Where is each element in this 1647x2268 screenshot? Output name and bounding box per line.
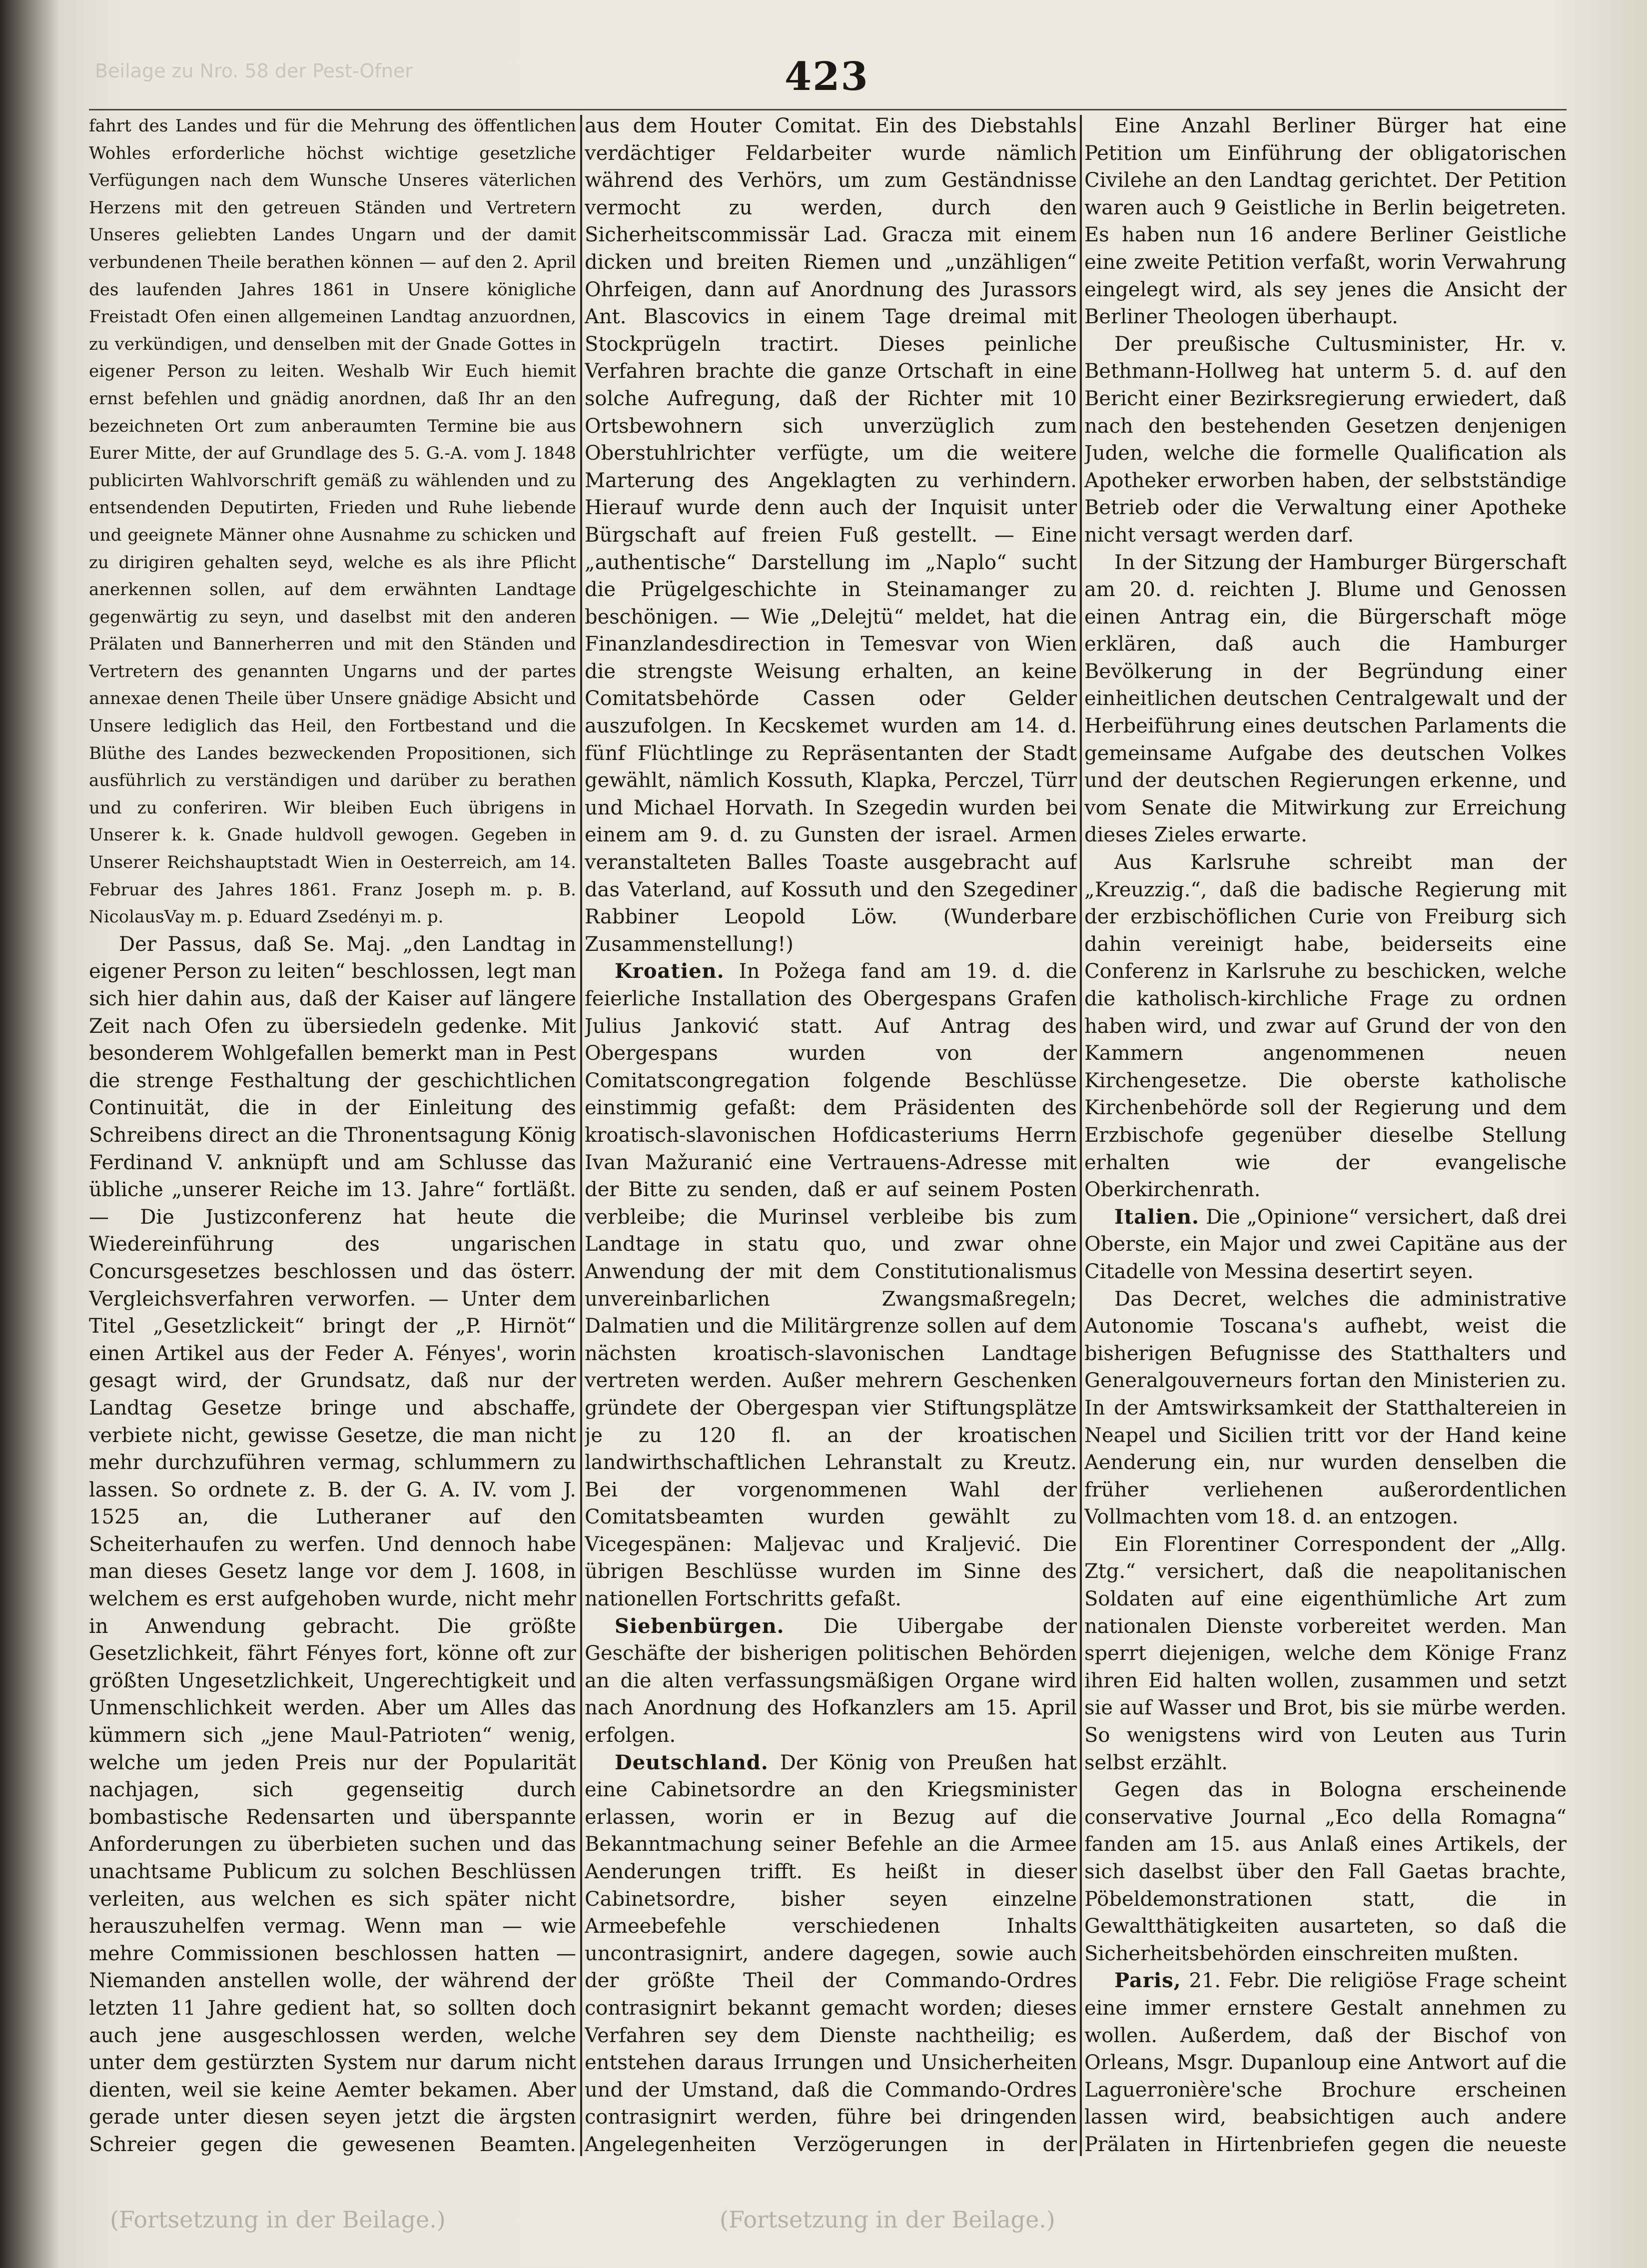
- column-1: [89, 112, 576, 2156]
- article-paragraph: Der Passus, daß Se. Maj. „den Landtag in eigener Person zu leiten“ beschlossen, legt man sich hier dahin aus, daß der Kaiser auf längere Zeit nach Ofen zu übersiedeln gedenke. Mit besonderem Wohlgefallen bemerkt man in Pest die strenge Festhaltung der geschichtlichen Continuität, die in der Einleitung des Schreibens direct an die Thronentsagung König Ferdinand V. anknüpft und am Schlusse das übliche „unserer Reiche im 13. Jahre“ fortläßt. — Die Justizconferenz hat heute die Wiedereinführung des ungarischen Concursgesetzes beschlossen und das österr. Vergleichsverfahren verworfen. — Unter dem Titel „Gesetzlickeit“ bringt der „P. Hirnöt“ einen Artikel aus der Feder A. Fényes', worin gesagt wird, der Grundsatz, daß nur der Landtag Gesetze bringe und abschaffe, verbiete nicht, gewisse Gesetze, die man nicht mehr durchzuführen vermag, schlummern zu lassen. So ordnete z. B. der G. A. IV. vom J. 1525 an, die Lutheraner auf den Scheiterhaufen zu werfen. Und dennoch habe man dieses Gesetz lange vor dem J. 1608, in welchem es erst aufgehoben wurde, nicht mehr in Anwendung gebracht. Die größte Gesetzlichkeit, fährt Fényes fort, könne oft zur größten Ungesetzlichkeit, Ungerechtigkeit und Unmenschlichkeit werden. Aber um Alles das kümmern sich „jene Maul-Patrioten“ wenig, welche um jeden Preis nur der Popularität nachjagen, sich gegenseitig durch bombastische Redensarten und überspannte Anforderungen zu überbieten suchen und das unachtsame Publicum zu solchen Beschlüssen verleiten, aus welchen es sich später nicht herauszuhelfen vermag. Wenn man — wie mehre Commissionen beschlossen hatten — Niemanden anstellen wolle, der während der letzten 11 Jahre gedient hat, so sollten doch auch jene ausgeschlossen werden, welche unter dem gestürzten System nur darum nicht dienten, weil sie keine Aemter bekamen. Aber gerade unter diesen seyen jetzt die ärgsten Schreier gegen die gewesenen Beamten.: [89, 932, 576, 2156]
- section-heading: Siebenbürgen.: [615, 1614, 785, 1638]
- article-text: In Požega fand am 19. d. die feierliche Installation des Obergespans Grafen Julius Janković statt. Auf Antrag des Obergespans wurden von der Comitatscongregation folgende Beschlüsse einstimmig gefaßt: dem Präsidenten des kroatisch-slavonischen Hofdicasteriums Herrn Ivan Mažuranić eine Vertrauens-Adresse mit der Bitte zu senden, daß er auf seinem Posten verbleibe; die Murinsel verbleibe bis zum Landtage in statu quo, und zwar ohne Anwendung der mit dem Constitutionalismus unvereinbarlichen Zwangsmaßregeln; Dalmatien und die Militärgrenze sollen auf dem nächsten kroatisch-slavonischen Landtage vertreten werden. Außer mehrern Geschenken gründete der Obergespan vier Stiftungsplätze je zu 120 fl. an der kroatischen landwirthschaftlichen Lehranstalt zu Kreutz. Bei der vorgenommenen Wahl der Comitatsbeamten wurden gewählt zu Vicegespänen: Maljevac und Kraljević. Die übrigen Beschlüsse wurden im Sinne des nationellen Fortschritts gefaßt.: [585, 960, 1077, 1611]
- article-text: 21. Febr. Die religiöse Frage scheint eine immer ernstere Gestalt annehmen zu wollen. Außerdem, daß der Bischof von Orleans, Msgr. Dupanloup eine Antwort auf die Laguerronière'sche Brochure erscheinen lassen wird, beabsichtigen auch andere Prälaten in Hirtenbriefen gegen die neueste: [1084, 1969, 1567, 2156]
- article-paragraph: In der Sitzung der Hamburger Bürgerschaft am 20. d. reichten J. Blume und Genossen einen Antrag ein, die Bürgerschaft möge erklären, daß auch die Hamburger Bevölkerung in der Begründung einer einheitlichen deutschen Centralgewalt und der Herbeiführung eines deutschen Parlaments die gemeinsame Aufgabe des deutschen Volkes und der deutschen Regierungen erkenne, und vom Senate die Mitwirkung zur Erreichung dieses Zieles erwarte.: [1084, 551, 1567, 847]
- column-3: [1084, 112, 1567, 2156]
- article-paragraph: Aus Karlsruhe schreibt man der „Kreuzzig.“, daß die badische Regierung mit der erzbischöflichen Curie von Freiburg sich dahin vereinigt habe, beiderseits eine Conferenz in Karlsruhe zu beschicken, welche die katholisch-kirchliche Frage zu ordnen haben wird, und zwar auf Grund der von den Kammern angenommenen neuen Kirchengesetze. Die oberste katholische Kirchenbehörde soll der Regierung und dem Erzbischofe gegenüber dieselbe Stellung erhalten wie der evangelische Oberkirchenrath.: [1084, 851, 1567, 1202]
- article-deutschland: [585, 1749, 1077, 2156]
- article-paris: [1084, 1967, 1567, 2156]
- article-paragraph: Das Decret, welches die administrative Autonomie Toscana's aufhebt, weist die bisherigen Befugnisse des Statthalters und Generalgouverneurs fortan den Ministerien zu. In der Amtswirksamkeit der Statthaltereien in Neapel und Sicilien tritt vor der Hand keine Aenderung ein, nur wurden denselben die früher verliehenen außerordentlichen Vollmachten vom 18. d. an entzogen.: [1084, 1287, 1567, 1529]
- section-heading: Italien.: [1114, 1205, 1199, 1229]
- article-italien: [1084, 1204, 1567, 1286]
- article-text: Die „Opinione“ versichert, daß drei Oberste, ein Major und zwei Capitäne aus der Citadelle von Messina desertirt seyen.: [1084, 1205, 1567, 1283]
- article-paragraph: Der preußische Cultusminister, Hr. v. Bethmann-Hollweg hat unterm 5. d. auf den Bericht einer Bezirksregierung erwiedert, daß nach den bestehenden Gesetzen denjenigen Juden, welche die formelle Qualification als Apotheker erworben haben, der selbstständige Betrieb oder die Verwaltung einer Apotheke nicht versagt werden darf.: [1084, 332, 1567, 547]
- article-paragraph: aus dem Houter Comitat. Ein des Diebstahls verdächtiger Feldarbeiter wurde nämlich während des Verhörs, um zum Geständnisse vermocht zu werden, durch den Sicherheitscommissär Lad. Gracza mit einem dicken und breiten Riemen und „unzähligen“ Ohrfeigen, dann auf Anordnung des Jurassors Ant. Blascovics in einem Tage dreimal mit Stockprügeln tractirt. Dieses peinliche Verfahren brachte die ganze Ortschaft in eine solche Aufregung, daß der Richter mit 10 Ortsbewohnern sich unverzüglich zum Oberstuhlrichter verfügte, um die weitere Marterung des Angeklagten zu verhindern. Hierauf wurde denn auch der Inquisit unter Bürgschaft auf freien Fuß gestellt. — Eine „authentische“ Darstellung im „Naplo“ sucht die Prügelgeschichte in Steinamanger zu beschönigen. — Wie „Delejtü“ meldet, hat die Finanzlandesdirection in Temesvar von Wien die strengste Weisung erhalten, an keine Comitatsbehörde Cassen oder Gelder auszufolgen. In Kecskemet wurden am 14. d. fünf Flüchtlinge zu Repräsentanten der Stadt gewählt, nämlich Kossuth, Klapka, Perczel, Türr und Michael Horvath. In Szegedin wurden bei einem am 9. d. zu Gunsten der israel. Armen veranstalteten Balles Toaste ausgebracht auf das Vaterland, auf Kossuth und den Szegediner Rabbiner Leopold Löw. (Wunderbare Zusammenstellung!): [585, 114, 1077, 956]
- section-heading: Paris,: [1114, 1969, 1181, 1993]
- column-divider: [580, 115, 582, 2156]
- column-2: [585, 112, 1077, 2156]
- article-paragraph: Eine Anzahl Berliner Bürger hat eine Petition um Einführung der obligatorischen Civilehe an den Landtag gerichtet. Der Petition waren auch 9 Geistliche in Berlin beigetreten. Es haben nun 16 andere Berliner Geistliche eine zweite Petition verfaßt, worin Verwahrung eingelegt wird, als sey jenes die Ansicht der Berliner Theologen überhaupt.: [1084, 114, 1567, 329]
- article-text: Die Uibergabe der Geschäfte der bisherigen politischen Behörden an die alten verfassungsmäßigen Organe wird nach Anordnung des Hofkanzlers am 15. April erfolgen.: [585, 1614, 1077, 1747]
- section-heading: Deutschland.: [615, 1750, 769, 1774]
- bleed-through-footer-left: (Fortsetzung in der Beilage.): [110, 2206, 446, 2233]
- page-number: 423: [785, 54, 869, 99]
- column-divider: [1080, 115, 1082, 2156]
- article-paragraph: Gegen das in Bologna erscheinende conservative Journal „Eco della Romagna“ fanden am 15. aus Anlaß eines Artikels, der sich daselbst über den Fall Gaetas brachte, Pöbeldemonstrationen statt, die in Gewaltthätigkeiten ausarteten, so daß die Sicherheitsbehörden einschreiten mußten.: [1084, 1778, 1567, 1965]
- proclamation-text: fahrt des Landes und für die Mehrung des öffentlichen Wohles erforderliche höchst wichtige gesetzliche Verfügungen nach dem Wunsche Unseres väterlichen Herzens mit den getreuen Ständen und Vertretern Unseres geliebten Landes Ungarn und der damit verbundenen Theile berathen können — auf den 2. April des laufenden Jahres 1861 in Unsere königliche Freistadt Ofen einen allgemeinen Landtag anzuordnen, zu verkündigen, und denselben mit der Gnade Gottes in eigener Person zu leiten. Weshalb Wir Euch hiemit ernst befehlen und gnädig anordnen, daß Ihr an den bezeichneten Ort zum anberaumten Termine bie aus Eurer Mitte, der auf Grundlage des 5. G.-A. vom J. 1848 publicirten Wahlvorschrift gemäß zu wählenden und zu entsendenden Deputirten, Frieden und Ruhe liebende und geeignete Männer ohne Ausnahme zu schicken und zu dirigiren gehalten seyd, welche es als ihre Pflicht anerkennen sollen, auf dem erwähnten Landtage gegenwärtig zu seyn, und daselbst mit den anderen Prälaten und Bannerherren und mit den Ständen und Vertretern des genannten Ungarns und der partes annexae denen Theile über Unsere gnädige Absicht und Unsere lediglich das Heil, den Fortbestand und die Blüthe des Landes bezweckenden Propositionen, sich ausführlich zu verständigen und darüber zu berathen und zu conferiren. Wir bleiben Euch übrigens in Unserer k. k. Gnade huldvoll gewogen. Gegeben in Unserer Reichshauptstadt Wien in Oesterreich, am 14. Februar des Jahres 1861. Franz Joseph m. p. B. NicolausVay m. p. Eduard Zsedényi m. p.: [89, 116, 576, 927]
- article-siebenbuergen: [585, 1613, 1077, 1749]
- section-heading: Kroatien.: [615, 959, 725, 983]
- bleed-through-header: Beilage zu Nro. 58 der Pest-Ofner: [95, 60, 413, 82]
- article-kroatien: [585, 958, 1077, 1612]
- bleed-through-footer-right: (Fortsetzung in der Beilage.): [720, 2206, 1055, 2233]
- article-text: Der König von Preußen hat eine Cabinetsordre an den Kriegsminister erlassen, worin er in Bezug auf die Bekanntmachung seiner Befehle an die Armee Aenderungen trifft. Es heißt in dieser Cabinetsordre, bisher seyen einzelne Armeebefehle verschiedenen Inhalts uncontrasignirt, andere dagegen, sowie auch der größte Theil der Commando-Ordres contrasignirt bekannt gemacht worden; dieses Verfahren sey dem Dienste nachtheilig; es entstehen daraus Irrungen und Unsicherheiten und der Umstand, daß die Commando-Ordres contrasignirt werden, führe bei dringenden Angelegenheiten Verzögerungen in der: [585, 1751, 1077, 2156]
- header-rule: [89, 109, 1567, 110]
- article-paragraph: Ein Florentiner Correspondent der „Allg. Ztg.“ versichert, daß die neapolitanischen Soldaten auf eine eigenthümliche Art zum nationalen Dienste vorbereitet werden. Man sperrt diejenigen, welche dem Könige Franz ihren Eid halten wollen, zusammen und setzt sie auf Wasser und Brot, bis sie mürbe werden. So wenigstens wird von Leuten aus Turin selbst erzählt.: [1084, 1532, 1567, 1774]
